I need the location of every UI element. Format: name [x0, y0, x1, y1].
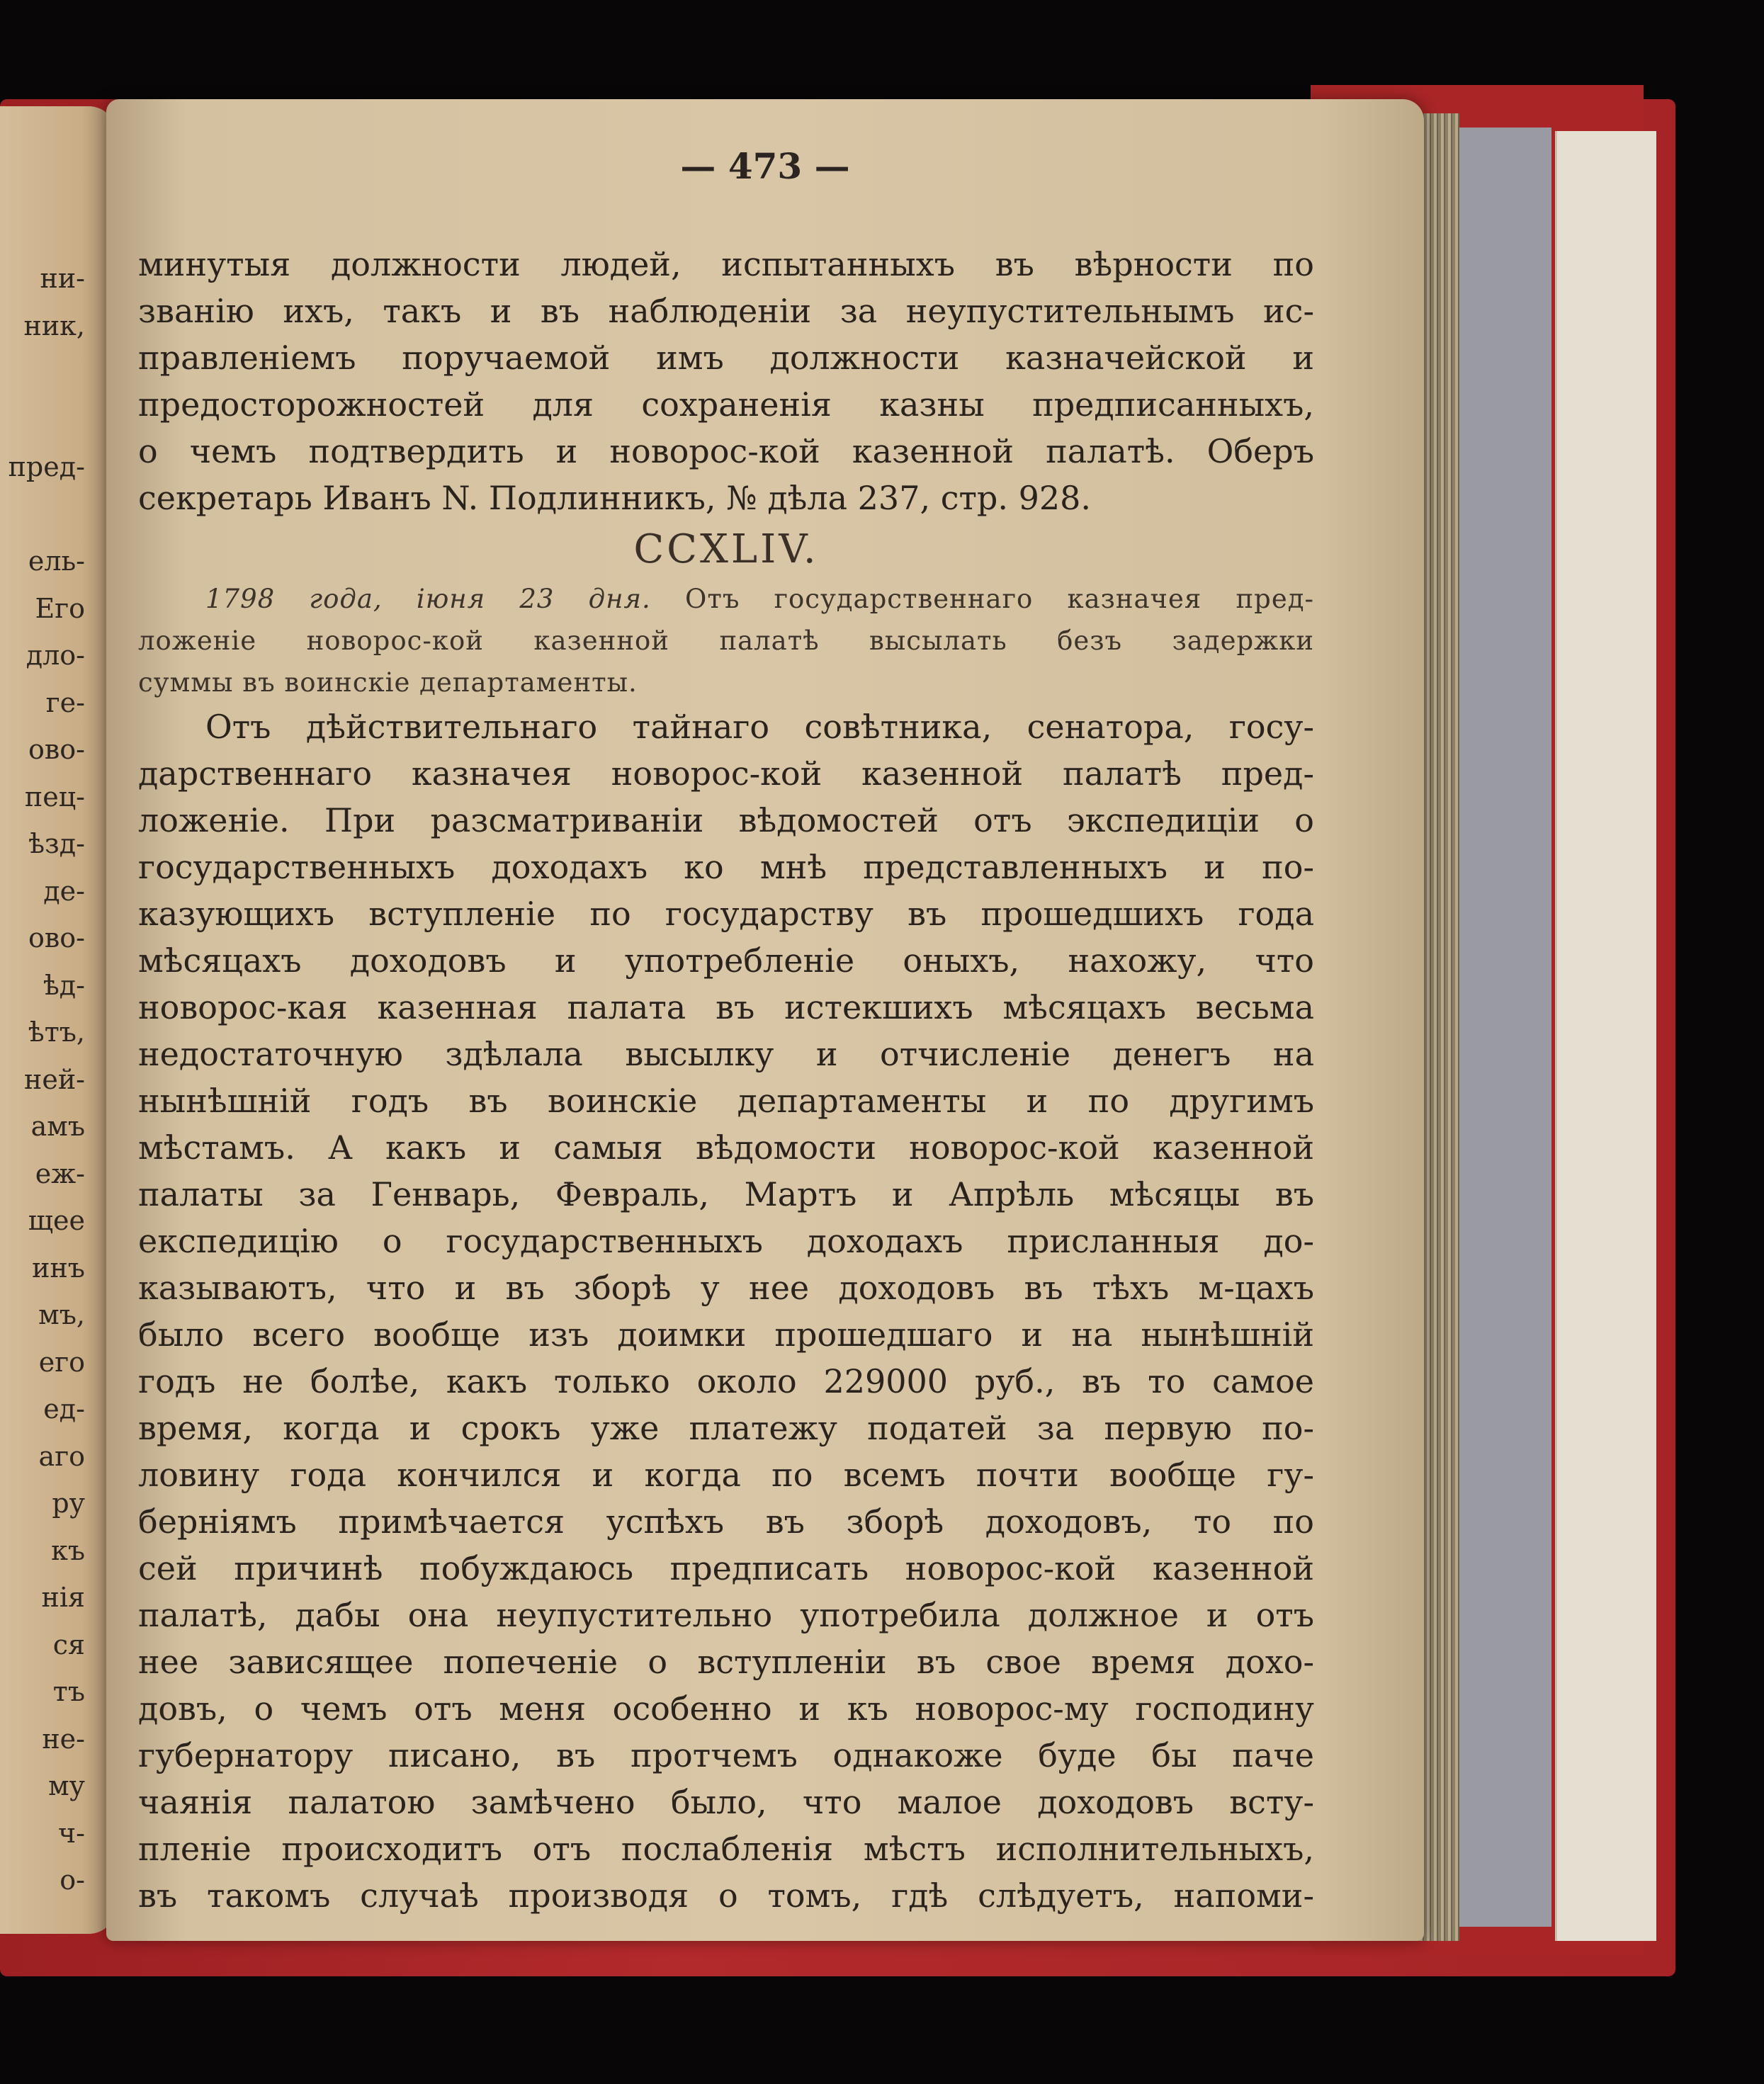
left-page-fragment: ге-: [45, 686, 85, 718]
left-page-fragment: пред-: [8, 451, 85, 482]
text-line: палатѣ, дабы она неупустительно употребила должное и отъ: [138, 1596, 1314, 1634]
text-line: мѣсяцахъ доходовъ и употребленіе оныхъ, нахожу, что: [138, 941, 1314, 980]
left-page-fragment: ѣзд-: [28, 828, 85, 859]
left-page-fragment: нія: [41, 1582, 85, 1613]
text-line: пленіе происходитъ отъ послабленія мѣстъ исполнительныхъ,: [138, 1830, 1314, 1868]
left-page-fragment: [0, 349, 85, 397]
cream-sheet: [1555, 131, 1656, 1941]
text-line: ловину года кончился и когда по всемъ почти вообще гу-: [138, 1456, 1314, 1494]
paragraph-main: [138, 703, 1314, 1919]
left-page-fragment: ово-: [28, 734, 85, 765]
left-page-fragment: му: [48, 1770, 85, 1801]
summary-line: суммы въ воинскіе департаменты.: [138, 667, 638, 698]
text-line: довъ, о чемъ отъ меня особенно и къ новорос-му господину: [138, 1689, 1314, 1728]
left-page-fragment: тъ: [52, 1676, 85, 1707]
left-page-fragment: Его: [35, 592, 85, 624]
text-line: казываютъ, что и въ зборѣ у нее доходовъ въ тѣхъ м-цахъ: [138, 1269, 1314, 1307]
left-page-fragment: не-: [42, 1723, 85, 1755]
summary-date: 1798 года, іюня 23 дня.: [205, 584, 651, 614]
left-page-fragment: аго: [38, 1440, 85, 1472]
left-page-fragment: дло-: [26, 640, 85, 671]
text-line: сей причинѣ побуждаюсь предписать новорос-кой казенной: [138, 1549, 1314, 1587]
left-page-fragment: [0, 491, 85, 538]
page-number: — 473 —: [680, 145, 850, 187]
left-page-fragment: ч-: [58, 1817, 85, 1849]
left-page-fragment: ни-: [40, 263, 85, 294]
left-page-fragment: его: [38, 1346, 85, 1378]
left-page-fragment: амъ: [30, 1111, 85, 1142]
left-page-fragment: ся: [52, 1629, 85, 1660]
left-page-fragment: де-: [43, 875, 85, 907]
left-page-fragment: [0, 397, 85, 444]
left-page-fragment: ру: [52, 1488, 85, 1519]
left-page-fragment: ней-: [24, 1063, 85, 1095]
summary-line: ложеніе новорос-кой казенной палатѣ высылать безъ задержки: [138, 625, 1314, 656]
text-line: казующихъ вступленіе по государству въ прошедшихъ года: [138, 895, 1314, 933]
left-page-fragment: еж-: [35, 1157, 85, 1189]
text-line: чаянія палатою замѣчено было, что малое доходовъ всту-: [138, 1783, 1314, 1821]
left-page-fragment: ѣтъ,: [28, 1016, 85, 1048]
left-page-fragment: ѣд-: [43, 969, 85, 1001]
left-page-fragment: инъ: [32, 1252, 85, 1284]
text-line: Отъ дѣйствительнаго тайнаго совѣтника, сенатора, госу-: [205, 708, 1314, 746]
text-line: недостаточную здѣлала высылку и отчисленіе денегъ на: [138, 1035, 1314, 1073]
text-line: берніямъ примѣчается успѣхъ въ зборѣ доходовъ, то по: [138, 1502, 1314, 1541]
page-text: [138, 241, 1314, 1919]
section-heading: CCXLIV.: [633, 526, 819, 572]
left-page-fragment: мъ,: [38, 1299, 85, 1330]
text-line: въ такомъ случаѣ производя о томъ, гдѣ слѣдуетъ, напоми-: [138, 1876, 1314, 1915]
text-line: губернатору писано, въ протчемъ однакоже буде бы паче: [138, 1736, 1314, 1774]
left-page-text: [0, 255, 85, 1904]
text-line: правленіемъ поручаемой имъ должности казначейской и: [138, 339, 1314, 377]
paragraph-continuation: [138, 241, 1314, 521]
left-page-fragment: о-: [60, 1864, 85, 1896]
text-line: о чемъ подтвердить и новорос-кой казенной палатѣ. Оберъ: [138, 432, 1314, 470]
text-line: предосторожностей для сохраненія казны предписанныхъ,: [138, 385, 1314, 424]
text-line: експедицію о государственныхъ доходахъ присланныя до-: [138, 1222, 1314, 1260]
left-page-fragment: ед-: [43, 1393, 85, 1425]
text-line: минутыя должности людей, испытанныхъ въ вѣрности по: [138, 245, 1314, 283]
text-line: государственныхъ доходахъ ко мнѣ представленныхъ и по-: [138, 848, 1314, 886]
left-page-fragment: ово-: [28, 922, 85, 953]
text-line: дарственнаго казначея новорос-кой казенной палатѣ пред-: [138, 754, 1314, 793]
text-line: секретарь Иванъ N. Подлинникъ, № дѣла 237, стр. 928.: [138, 479, 1092, 517]
left-page-fragment: пец-: [24, 781, 85, 812]
left-page-fragment: щее: [28, 1205, 85, 1236]
grey-sheet: [1452, 128, 1551, 1927]
text-line: палаты за Генварь, Февраль, Мартъ и Апрѣль мѣсяцы въ: [138, 1175, 1314, 1213]
left-page-fragment: къ: [51, 1534, 85, 1566]
summary-text: Отъ государственнаго казначея пред-: [685, 584, 1314, 614]
text-line: нынѣшній годъ въ воинскіе департаменты и по другимъ: [138, 1082, 1314, 1120]
text-line: время, когда и срокъ уже платежу податей за первую по-: [138, 1409, 1314, 1447]
text-line: новорос-кая казенная палата въ истекшихъ мѣсяцахъ весьма: [138, 988, 1314, 1026]
left-page-fragment: ник,: [23, 310, 85, 341]
text-line: было всего вообще изъ доимки прошедшаго и на нынѣшній: [138, 1315, 1314, 1354]
text-line: званію ихъ, такъ и въ наблюденіи за неупустительнымъ ис-: [138, 292, 1314, 330]
text-line: мѣстамъ. А какъ и самыя вѣдомости новорос-кой казенной: [138, 1128, 1314, 1167]
text-line: годъ не болѣе, какъ только около 229000 руб., въ то самое: [138, 1362, 1314, 1400]
summary-line: [138, 578, 1314, 620]
left-page-fragment: ель-: [28, 545, 85, 577]
text-line: нее зависящее попеченіе о вступленіи въ свое время дохо-: [138, 1643, 1314, 1681]
text-line: ложеніе. При разсматриваніи вѣдомостей отъ экспедиціи о: [138, 801, 1314, 839]
document-summary: [138, 578, 1314, 703]
